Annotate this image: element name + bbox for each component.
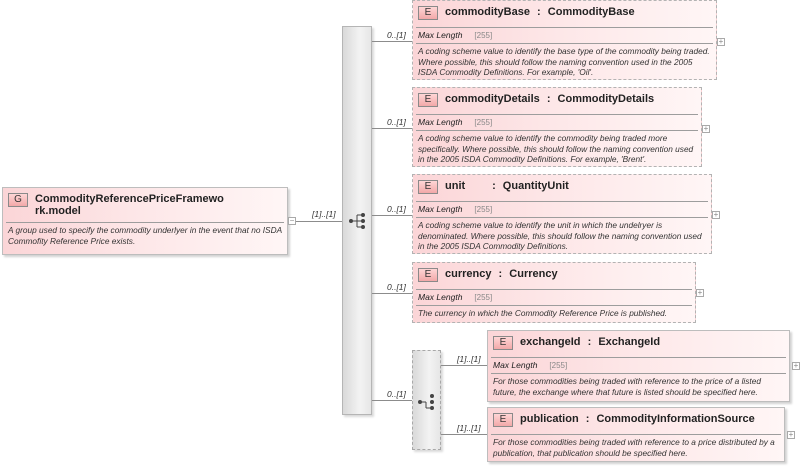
element-title <box>445 268 558 280</box>
element-documentation: The currency in which the Commodity Reference Price is published. <box>418 308 668 318</box>
element-unit[interactable] <box>412 174 712 254</box>
property-value: [255] <box>474 118 493 127</box>
connector-line <box>372 215 412 216</box>
choice-icon <box>417 391 437 411</box>
connector-line <box>372 41 412 42</box>
property-value: [255] <box>474 205 493 214</box>
expand-icon[interactable]: + <box>718 37 724 46</box>
property-value: [255] <box>474 293 493 302</box>
expand-icon[interactable]: + <box>697 288 703 297</box>
element-name: publication <box>520 413 579 425</box>
element-header <box>488 408 784 434</box>
element-name: exchangeId <box>520 336 581 348</box>
element-exchange-id[interactable] <box>487 330 790 402</box>
element-type: CommodityBase <box>547 6 635 18</box>
cardinality-label: 0..[1] <box>387 204 406 214</box>
connector-line <box>372 293 412 294</box>
connector-line <box>372 400 412 401</box>
property-value: [255] <box>474 31 493 40</box>
max-length-property <box>413 290 695 305</box>
element-documentation: A coding scheme value to identify the base type of the commodity being traded. Where possible, this should follow the naming convention used in the 2005 ISDA Commodity Definitions. For example, 'Oil'. <box>418 46 710 77</box>
cardinality-label: [1]..[1] <box>457 354 481 364</box>
cardinality-label: 0..[1] <box>387 282 406 292</box>
property-value: [255] <box>549 361 568 370</box>
group-documentation: A group used to specify the commodity underlyer in the event that no ISDA Commofity Reference Price exists. <box>8 225 282 246</box>
element-title <box>445 93 654 105</box>
connector-line <box>441 434 487 435</box>
element-name: commodityDetails <box>445 93 540 105</box>
element-title <box>520 336 660 348</box>
cardinality-label: [1]..[1] <box>457 423 481 433</box>
element-commodity-details[interactable] <box>412 87 702 167</box>
group-badge-icon: G <box>8 193 28 207</box>
expand-icon[interactable]: + <box>713 210 719 219</box>
element-title <box>445 6 635 18</box>
cardinality-label: [1]..[1] <box>312 209 336 219</box>
expand-icon[interactable]: + <box>788 430 794 439</box>
element-title <box>520 413 755 425</box>
element-badge-icon: E <box>418 6 438 20</box>
property-label: Max Length <box>418 292 463 302</box>
sequence-icon <box>348 211 368 231</box>
group-commodity-reference-price-framework[interactable] <box>2 187 288 255</box>
element-title <box>445 180 569 192</box>
property-label: Max Length <box>493 360 538 370</box>
expand-icon[interactable]: + <box>703 124 709 133</box>
group-title-line2: rk.model <box>35 205 81 217</box>
sequence-compositor[interactable] <box>342 26 372 415</box>
element-badge-icon: E <box>493 413 513 427</box>
element-type: CommodityDetails <box>557 93 655 105</box>
element-type: CommodityInformationSource <box>596 413 755 425</box>
group-title <box>35 193 224 217</box>
element-documentation: For those commodities being traded with reference to the price of a listed future, the exchange where that future is listed should be specified here. <box>493 376 761 397</box>
element-header <box>413 175 711 201</box>
type-separator: : <box>585 413 590 425</box>
max-length-property <box>413 202 711 217</box>
element-type: ExchangeId <box>598 336 661 348</box>
element-header <box>413 88 701 114</box>
element-name: unit <box>445 180 466 192</box>
type-separator: : <box>537 6 541 18</box>
type-separator: : <box>492 180 496 192</box>
property-label: Max Length <box>418 30 463 40</box>
group-title-line1: CommodityReferencePriceFramewo <box>35 193 224 205</box>
element-documentation: For those commodities being traded with reference to a price distributed by a publication, that publication should be specified here. <box>493 437 775 458</box>
element-header <box>413 263 695 289</box>
type-separator: : <box>498 268 503 280</box>
element-name: currency <box>445 268 492 280</box>
cardinality-label: 0..[1] <box>387 117 406 127</box>
max-length-property <box>413 115 701 130</box>
element-publication[interactable] <box>487 407 785 462</box>
choice-compositor[interactable] <box>412 350 441 450</box>
max-length-property <box>413 28 716 43</box>
element-documentation: A coding scheme value to identify the unit in which the undelryer is denominated. Where possible, this should follow the naming convention used in the 2005 ISDA Commodity Definitions. <box>418 220 702 251</box>
type-separator: : <box>546 93 551 105</box>
element-badge-icon: E <box>418 268 438 282</box>
property-label: Max Length <box>418 117 463 127</box>
element-commodity-base[interactable] <box>412 0 717 80</box>
element-name: commodityBase <box>445 6 530 18</box>
connector-line <box>296 221 342 222</box>
connector-line <box>372 128 412 129</box>
element-type: QuantityUnit <box>502 180 569 192</box>
property-label: Max Length <box>418 204 463 214</box>
element-currency[interactable] <box>412 262 696 323</box>
element-badge-icon: E <box>418 180 438 194</box>
cardinality-label: 0..[1] <box>387 30 406 40</box>
group-header <box>3 188 287 222</box>
collapse-icon[interactable]: − <box>289 216 295 225</box>
element-type: Currency <box>509 268 558 280</box>
type-separator: : <box>587 336 592 348</box>
expand-icon[interactable]: + <box>793 361 799 370</box>
element-badge-icon: E <box>418 93 438 107</box>
max-length-property <box>488 358 789 373</box>
element-documentation: A coding scheme value to identify the commodity being traded more specifically. Where possible, this should follow the naming convention used in the 2005 ISDA Commodity Definitions. For example, 'Brent'. <box>418 133 694 164</box>
cardinality-label: 0..[1] <box>387 389 406 399</box>
element-header <box>488 331 789 357</box>
element-header <box>413 1 716 27</box>
element-badge-icon: E <box>493 336 513 350</box>
connector-line <box>441 365 487 366</box>
